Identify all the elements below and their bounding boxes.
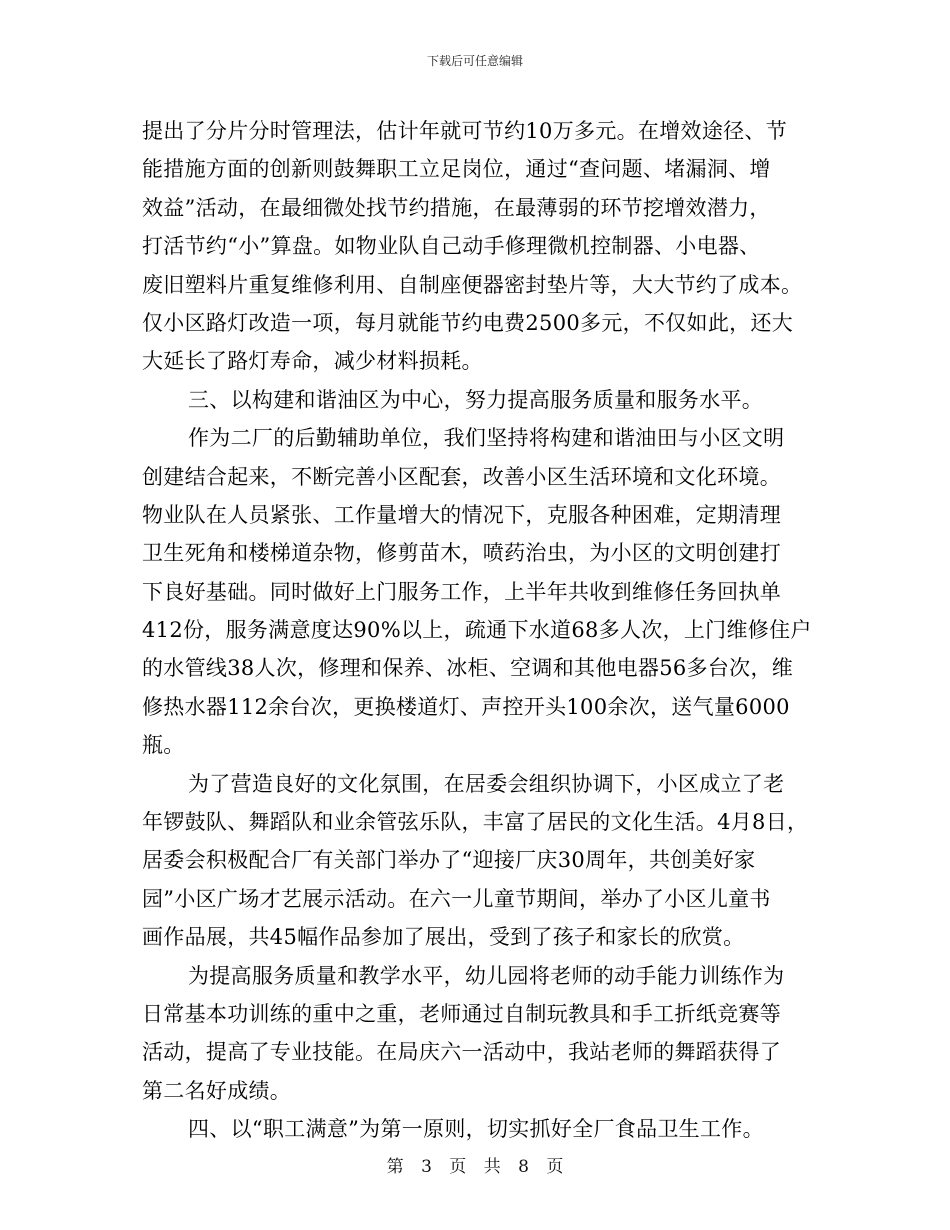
text-line: 作为二厂的后勤辅助单位，我们坚持将构建和谐油田与小区文明 xyxy=(188,426,785,451)
text-line: 下良好基础。同时做好上门服务工作，上半年共收到维修任务回执单 xyxy=(142,579,781,604)
text-line: 创建结合起来，不断完善小区配套，改善小区生活环境和文化环境。 xyxy=(142,464,781,489)
text-line: 能措施方面的创新则鼓舞职工立足岗位，通过“查问题、堵漏洞、增 xyxy=(142,157,771,182)
footer-di: 第 xyxy=(386,1157,404,1177)
text-line: 居委会积极配合厂有关部门举办了“迎接厂庆30周年，共创美好家 xyxy=(142,848,756,873)
text-line: 园”小区广场才艺展示活动。在六一儿童节期间，举办了小区儿童书 xyxy=(142,886,771,911)
page-footer xyxy=(0,1152,950,1177)
text-line: 废旧塑料片重复维修利用、自制座便器密封垫片等，大大节约了成本。 xyxy=(142,272,803,297)
document-body xyxy=(142,112,822,1149)
text-line: 年锣鼓队、舞蹈队和业余管弦乐队，丰富了居民的文化生活。4月8日， xyxy=(142,810,809,835)
text-line: 第二名好成绩。 xyxy=(142,1078,292,1103)
text-line: 卫生死角和楼梯道杂物，修剪苗木，喷药治虫，为小区的文明创建打 xyxy=(142,541,781,566)
text-line: 打活节约“小”算盘。如物业队自己动手修理微机控制器、小电器、 xyxy=(142,234,761,259)
footer-page-number: 3 xyxy=(421,1157,432,1177)
text-line: 日常基本功训练的重中之重，老师通过自制玩教具和手工折纸竞赛等 xyxy=(142,1001,781,1026)
footer-ye: 页 xyxy=(449,1157,467,1177)
footer-gong: 共 xyxy=(483,1157,501,1177)
footer-ye: 页 xyxy=(546,1157,564,1177)
text-line: 物业队在人员紧张、工作量增大的情况下，克服各种困难，定期清理 xyxy=(142,502,781,527)
text-line: 提出了分片分时管理法，估计年就可节约10万多元。在增效途径、节 xyxy=(142,119,788,143)
text-line: 活动，提高了专业技能。在局庆六一活动中，我站老师的舞蹈获得了 xyxy=(142,1040,781,1065)
section-heading: 三、以构建和谐油区为中心，努力提高服务质量和服务水平。 xyxy=(188,387,764,412)
text-line: 大延长了路灯寿命，减少材料损耗。 xyxy=(142,349,483,374)
text-line: 仅小区路灯改造一项，每月就能节约电费2500多元，不仅如此，还大 xyxy=(142,310,794,335)
page-header: 下载后可任意编辑 xyxy=(426,54,523,68)
text-line: 画作品展，共45幅作品参加了展出，受到了孩子和家长的欣赏。 xyxy=(142,925,745,950)
text-line: 效益”活动，在最细微处找节约措施，在最薄弱的环节挖增效潜力， xyxy=(142,195,771,220)
text-line: 修热水器112余台次，更换楼道灯、声控开头100余次，送气量6000 xyxy=(142,694,790,719)
text-line: 为提高服务质量和教学水平，幼儿园将老师的动手能力训练作为 xyxy=(188,963,785,988)
text-line: 412份，服务满意度达90%以上，疏通下水道68多人次，上门维修住户 xyxy=(142,618,812,643)
text-line: 瓶。 xyxy=(142,733,185,758)
text-line: 的水管线38人次，修理和保养、冰柜、空调和其他电器56多台次，维 xyxy=(142,656,794,681)
section-heading: 四、以“职工满意”为第一原则，切实抓好全厂食品卫生工作。 xyxy=(188,1117,764,1142)
text-line: 为了营造良好的文化氛围，在居委会组织协调下，小区成立了老 xyxy=(188,771,785,796)
footer-total-pages: 8 xyxy=(518,1157,529,1177)
